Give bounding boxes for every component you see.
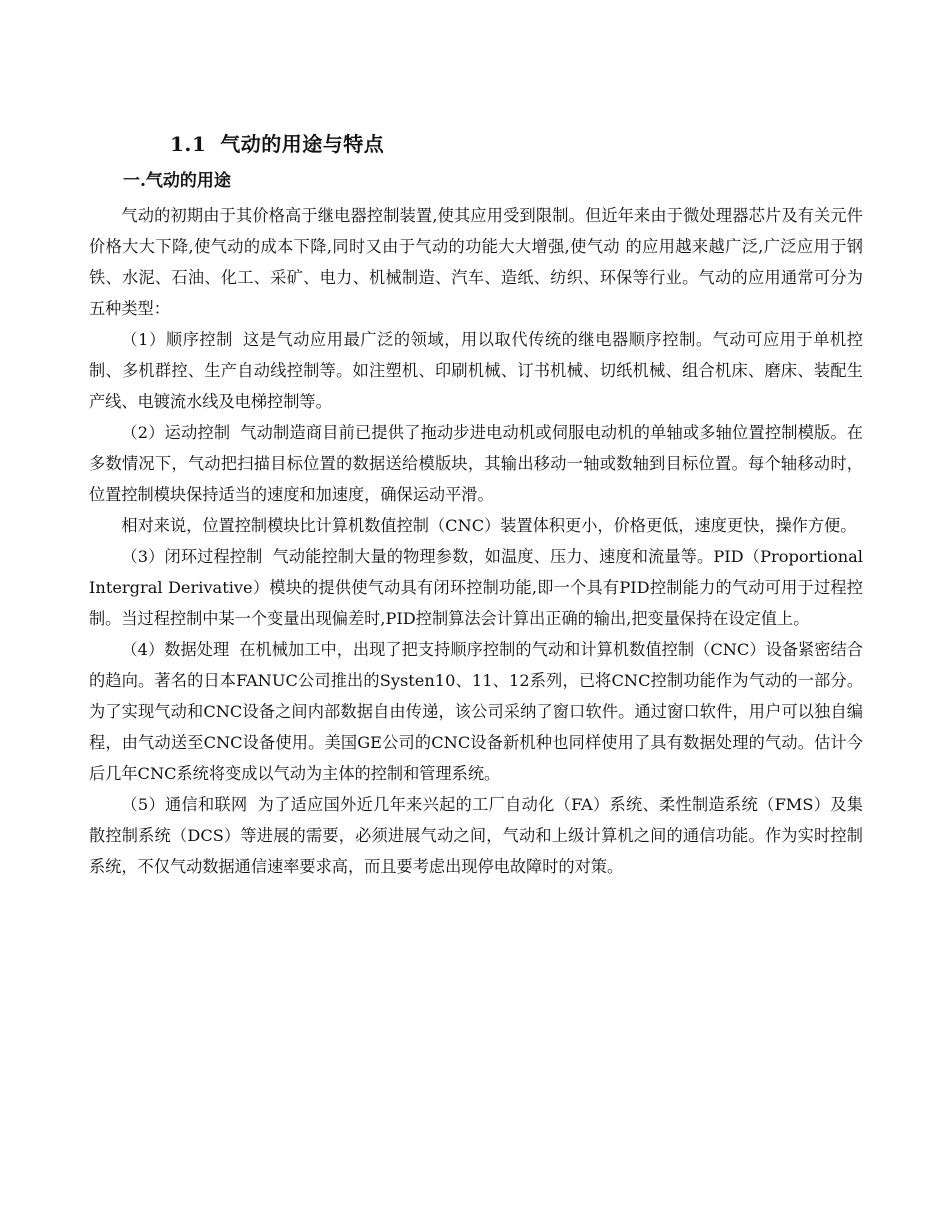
paragraph-text: 这是气动应用最广泛的领域，用以取代传统的继电器顺序控制。气动可应用于单机控制、多机群控、生产自动线控制等。如注塑机、印刷机械、订书机械、切纸机械、组合机床、磨床、装配生产线、电镀流水线及电梯控制等。 [89,330,863,411]
item-label: （5）通信和联网 [121,795,248,814]
paragraph-comparison [89,510,863,541]
paragraph-text: 气动的初期由于其价格高于继电器控制装置,使其应用受到限制。但近年来由于微处理器芯片及有关元件价格大大下降,使气动的成本下降,同时又由于气动的功能大大增强,使气动 的应用越来越广泛,广泛应用于钢铁、水泥、石油、化工、采矿、电力、机械制造、汽车、造纸、纺织、环保等行业。气动的应用通常可分为五种类型： [89,206,863,318]
item-label: （2）运动控制 [121,423,231,442]
paragraph-text: 相对来说，位置控制模块比计算机数值控制（CNC）装置体积更小，价格更低，速度更快，操作方便。 [121,516,857,535]
paragraph-text: 在机械加工中，出现了把支持顺序控制的气动和计算机数值控制（CNC）设备紧密结合的趋向。著名的日本FANUC公司推出的Systen10、11、12系列，已将CNC控制功能作为气动的一部分。为了实现气动和CNC设备之间内部数据自由传递，该公司采纳了窗口软件。通过窗口软件，用户可以独自编程，由气动送至CNC设备使用。美国GE公司的CNC设备新机种也同样使用了具有数据处理的气动。估计今后几年CNC系统将变成以气动为主体的控制和管理系统。 [89,640,863,783]
paragraph-networking [89,789,863,882]
paragraph-process-control [89,541,863,634]
section-heading [170,128,384,157]
body-text [89,200,863,882]
paragraph-text: 气动制造商目前已提供了拖动步进电动机或伺服电动机的单轴或多轴位置控制模版。在多数情况下，气动把扫描目标位置的数据送给模版块，其输出移动一轴或数轴到目标位置。每个轴移动时，位置控制模块保持适当的速度和加速度，确保运动平滑。 [89,423,863,504]
paragraph-motion-control [89,417,863,510]
section-title: 气动的用途与特点 [220,132,385,156]
item-label: （1）顺序控制 [121,330,233,349]
paragraph-intro [89,200,863,324]
paragraph-data-processing [89,634,863,789]
paragraph-sequence-control [89,324,863,417]
paragraph-text: 气动能控制大量的物理参数，如温度、压力、速度和流量等。PID（Proportional Intergral Derivative）模块的提供使气动具有闭环控制功能,即一个具有PID控制能力的气动可用于过程控制。当过程控制中某一个变量出现偏差时,PID控制算法会计算出正确的输出,把变量保持在设定值上。 [89,547,863,628]
subsection-heading: 一.气动的用途 [123,171,231,191]
paragraph-text: 为了适应国外近几年来兴起的工厂自动化（FA）系统、柔性制造系统（FMS）及集散控制系统（DCS）等进展的需要，必须进展气动之间，气动和上级计算机之间的通信功能。作为实时控制系统，不仅气动数据通信速率要求高，而且要考虑出现停电故障时的对策。 [89,795,863,876]
item-label: （3）闭环过程控制 [121,547,263,566]
section-number: 1.1 [170,132,207,156]
item-label: （4）数据处理 [121,640,230,659]
